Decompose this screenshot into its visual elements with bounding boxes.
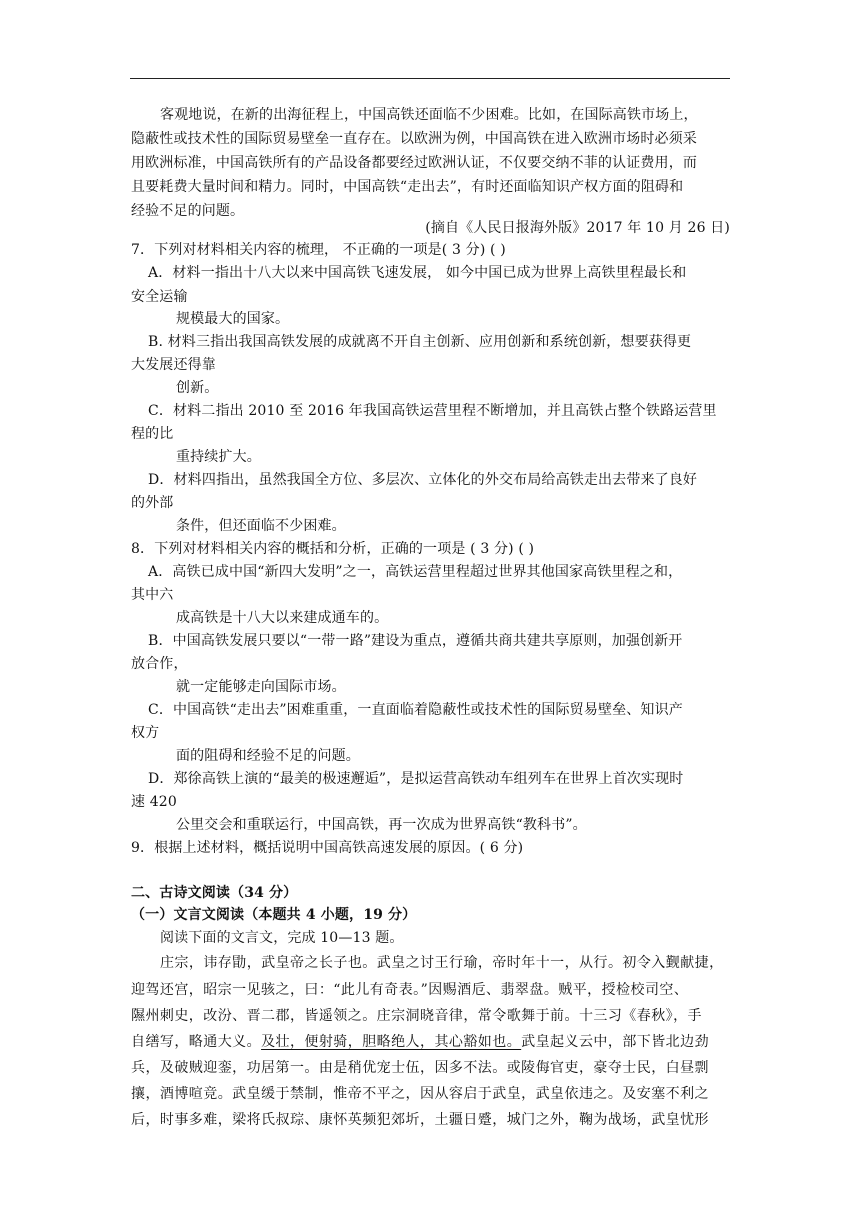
q8-option-c-cont: 面的阻碍和经验不足的问题。 — [176, 748, 360, 764]
question-7-stem: 7．下列对材料相关内容的梳理， 不正确的一项是( 3 分) ( ) — [131, 242, 506, 258]
q8-option-d: D．郑徐高铁上演的“最美的极速邂逅”，是拟运营高铁动车组列车在世界上首次实现时 — [148, 771, 684, 787]
passage-line: 隐蔽性或技术性的国际贸易壁垒一直存在。以欧洲为例，中国高铁在进入欧洲市场时必须采 — [131, 131, 697, 147]
q7-option-a-cont: 安全运输 — [131, 289, 188, 305]
q8-option-c: C．中国高铁“走出去”困难重重，一直面临着隐蔽性或技术性的国际贸易壁垒、知识产 — [148, 702, 683, 718]
question-9: 9．根据上述材料，概括说明中国高铁高速发展的原因。( 6 分) — [131, 840, 524, 856]
source-citation: (摘自《人民日报海外版》2017 年 10 月 26 日) — [425, 220, 730, 236]
q7-option-d-cont: 的外部 — [131, 495, 174, 511]
q7-option-b-cont: 创新。 — [176, 380, 219, 396]
q8-option-a: A．高铁已成中国“新四大发明”之一，高铁运营里程超过世界其他国家高铁里程之和， — [148, 564, 683, 580]
classical-text-segment: 自缮写，略通大义。 — [131, 1034, 262, 1050]
passage-line: 且要耗费大量时间和精力。同时，中国高铁“走出去”，有时还面临知识产权方面的阻碍和 — [131, 179, 684, 195]
classical-text-line: 迎驾还宫，昭宗一见骇之，曰：“此儿有奇表。”因赐酒卮、翡翠盘。贼平，授检校司空、 — [131, 982, 689, 998]
classical-text-line: 隰州刺史，改汾、晋二郡，皆遥领之。庄宗洞晓音律，常令歌舞于前。十三习《春秋》，手 — [131, 1008, 702, 1024]
q7-option-b: B. 材料三指出我国高铁发展的成就离不开自主创新、应用创新和系统创新，想要获得更 — [148, 334, 692, 350]
question-8-stem: 8．下列对材料相关内容的概括和分析，正确的一项是 ( 3 分) ( ) — [131, 541, 535, 557]
classical-text-segment: 武皇起义云中，部下皆北边劲 — [521, 1034, 710, 1050]
passage-line: 用欧洲标准，中国高铁所有的产品设备都要经过欧洲认证，不仅要交纳不菲的认证费用，而 — [131, 155, 697, 171]
q8-option-b-cont: 放合作， — [131, 656, 188, 672]
header-rule — [130, 78, 730, 79]
classical-text-line: 兵，及破贼迎銮，功居第一。由是稍优宠士伍，因多不法。或陵侮官吏，豪夺士民，白昼剽 — [131, 1060, 709, 1076]
q8-option-a-cont: 其中六 — [131, 587, 174, 603]
section-title: 二、古诗文阅读（34 分） — [131, 885, 298, 901]
classical-text-line: 攘，酒博喧竞。武皇缓于禁制，惟帝不平之，因从容启于武皇，武皇依违之。及安塞不利之 — [131, 1086, 709, 1102]
q8-option-d-cont: 速 420 — [131, 794, 177, 810]
q7-option-d-cont: 条件，但还面临不少困难。 — [176, 518, 346, 534]
classical-text-line: 后，时事多难，梁将氏叔琮、康怀英频犯郊圻，土疆日蹙，城门之外，鞠为战场，武皇忧形 — [131, 1112, 709, 1128]
q8-option-b: B．中国高铁发展只要以“一带一路”建设为重点，遵循共商共建共享原则，加强创新开 — [148, 633, 683, 649]
q8-option-a-cont: 成高铁是十八大以来建成通车的。 — [176, 610, 389, 626]
subsection-title: （一）文言文阅读（本题共 4 小题，19 分） — [131, 907, 417, 923]
q8-option-c-cont: 权方 — [131, 725, 160, 741]
q7-option-a: A．材料一指出十八大以来中国高铁飞速发展， 如今中国已成为世界上高铁里程最长和 — [148, 265, 687, 281]
q7-option-c-cont: 程的比 — [131, 426, 174, 442]
q7-option-d: D．材料四指出，虽然我国全方位、多层次、立体化的外交布局给高铁走出去带来了良好 — [148, 472, 698, 488]
q7-option-c-cont: 重持续扩大。 — [176, 449, 261, 465]
q8-option-b-cont: 就一定能够走向国际市场。 — [176, 679, 346, 695]
underlined-sentence: 及壮，便射骑，胆略绝人，其心豁如也。 — [261, 1034, 522, 1050]
classical-text-line — [131, 1032, 709, 1052]
q7-option-c: C．材料二指出 2010 至 2016 年我国高铁运营里程不断增加，并且高铁占整个铁路运营里 — [148, 403, 717, 419]
classical-text-line: 庄宗，讳存勖，武皇帝之长子也。武皇之讨王行瑜，帝时年十一，从行。初令入觐献捷， — [160, 955, 724, 971]
reading-instruction: 阅读下面的文言文，完成 10—13 题。 — [160, 930, 404, 946]
q7-option-b-cont: 大发展还得靠 — [131, 357, 216, 373]
passage-line: 经验不足的问题。 — [131, 203, 245, 219]
q8-option-d-cont: 公里交会和重联运行，中国高铁，再一次成为世界高铁“教科书”。 — [176, 817, 587, 833]
q7-option-a-cont: 规模最大的国家。 — [176, 311, 290, 327]
passage-line: 客观地说，在新的出海征程上，中国高铁还面临不少困难。比如，在国际高铁市场上， — [160, 107, 698, 123]
